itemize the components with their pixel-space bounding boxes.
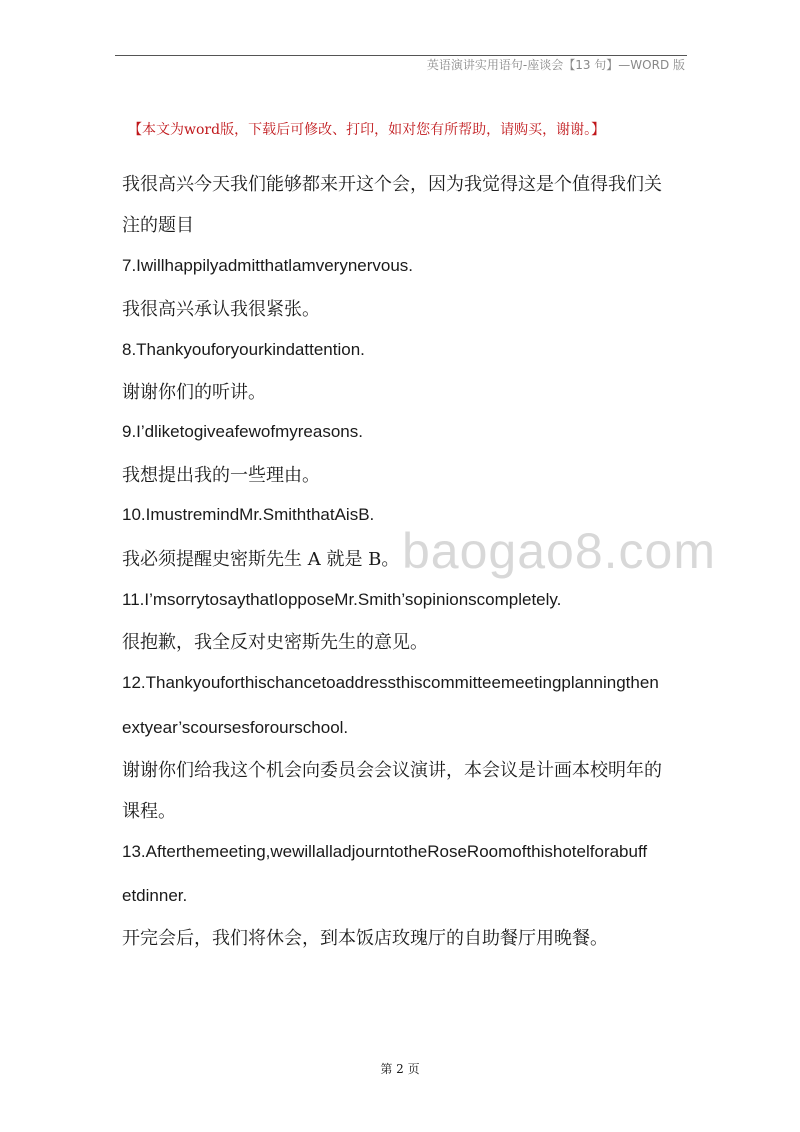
sentence-en: 9.I’dliketogiveafewofmyreasons.: [122, 422, 363, 441]
sentence-zh: 谢谢你们的听讲。: [122, 382, 266, 403]
sentence-zh: 很抱歉，我全反对史密斯先生的意见。: [122, 632, 428, 653]
sentence-en: extyear’scoursesforourschool.: [122, 718, 349, 737]
sentence-zh: 我必须提醒史密斯先生 A 就是 B。: [122, 549, 400, 570]
body-line: 我很高兴今天我们能够都来开这个会，因为我觉得这是个值得我们关: [122, 174, 662, 195]
watermark: baogao8.com: [402, 523, 717, 579]
download-notice: 【本文为word版，下载后可修改、打印，如对您有所帮助，请购买，谢谢。】: [128, 122, 606, 138]
sentence-zh: 我想提出我的一些理由。: [122, 465, 320, 486]
sentence-en: 11.I’msorrytosaythatIopposeMr.Smith’sopinionscompletely.: [122, 590, 562, 609]
body-line: 注的题目: [122, 215, 194, 236]
sentence-zh: 课程。: [122, 801, 176, 822]
footer-prefix: 第: [380, 1062, 393, 1076]
footer-suffix: 页: [407, 1062, 420, 1076]
sentence-en: 12.Thankyouforthischancetoaddressthiscommitteemeetingplanningthen: [122, 673, 659, 692]
page-number: 2: [396, 1062, 404, 1076]
sentence-en: 13.Afterthemeeting,wewillalladjourntotheRoseRoomofthishotelforabuff: [122, 842, 648, 861]
sentence-zh: 开完会后，我们将休会，到本饭店玫瑰厅的自助餐厅用晚餐。: [122, 928, 608, 949]
sentence-zh: 我很高兴承认我很紧张。: [122, 299, 320, 320]
sentence-en: 8.Thankyouforyourkindattention.: [122, 340, 365, 359]
header-title: 英语演讲实用语句-座谈会【13 句】—WORD 版: [426, 58, 685, 72]
page-footer: [0, 1060, 800, 1077]
sentence-en: etdinner.: [122, 886, 188, 905]
sentence-en: 10.ImustremindMr.SmiththatAisB.: [122, 505, 375, 524]
sentence-zh: 谢谢你们给我这个机会向委员会会议演讲，本会议是计画本校明年的: [122, 760, 662, 781]
sentence-en: 7.Iwillhappilyadmitthatlamverynervous.: [122, 256, 414, 275]
